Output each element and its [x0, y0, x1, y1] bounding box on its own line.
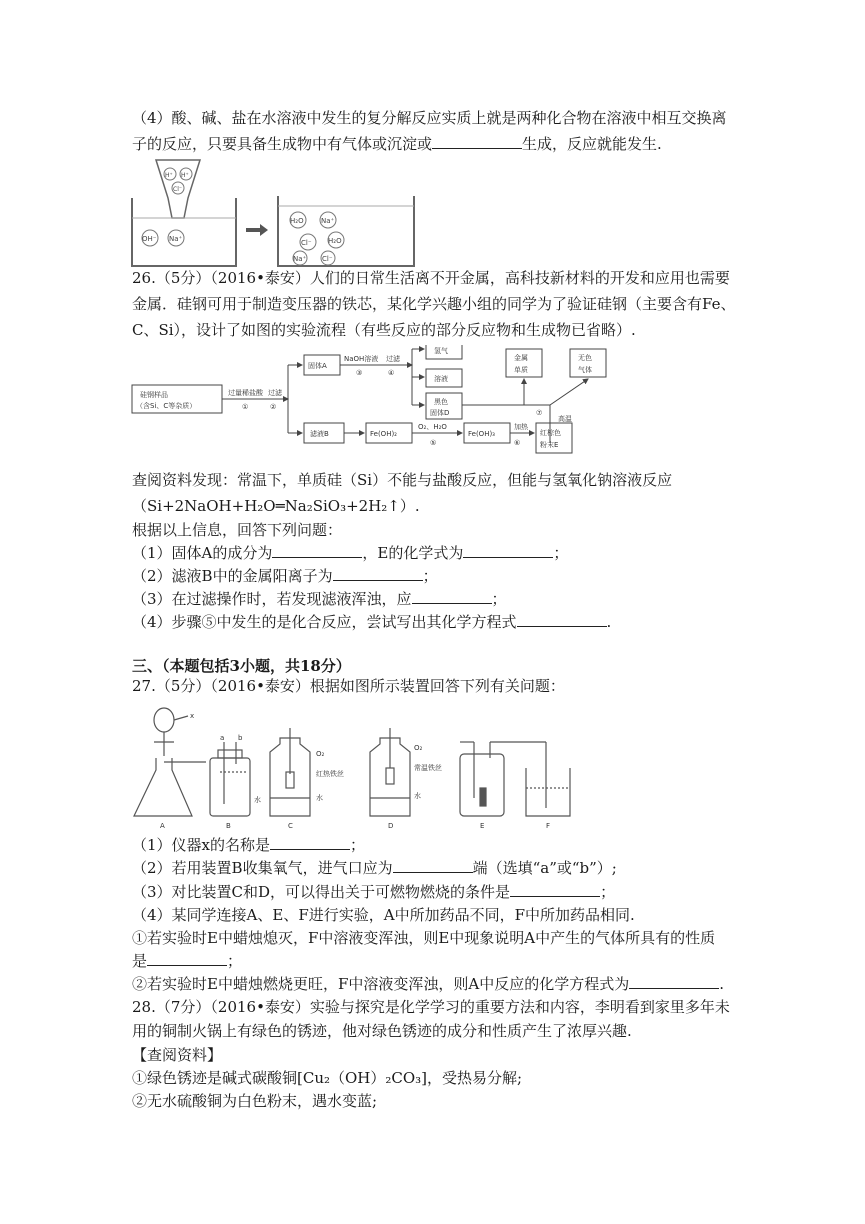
- q27-sub2: [132, 974, 724, 994]
- apparatus-label: D: [388, 822, 394, 830]
- q26-part1-text-c: ；: [553, 544, 569, 562]
- flow-label: ①: [242, 403, 249, 411]
- q27-part2-text-a: （2）若用装置B收集氧气，进气口应为: [132, 859, 393, 877]
- apparatus-label: b: [238, 734, 243, 742]
- q26-part4-text-b: .: [606, 613, 612, 631]
- lab-apparatus-figure: [130, 698, 600, 833]
- answer-blank[interactable]: [629, 974, 719, 989]
- silicon-steel-flowchart: [130, 345, 730, 470]
- apparatus-label: a: [220, 734, 225, 742]
- answer-blank[interactable]: [432, 134, 522, 149]
- flow-label: 红棕色: [540, 429, 561, 437]
- flow-label: 粉末E: [540, 441, 559, 449]
- flow-label: ②: [270, 403, 277, 411]
- flow-label: 固体D: [430, 409, 450, 417]
- q26-part3: [132, 589, 507, 609]
- apparatus-label: 水: [316, 794, 323, 802]
- answer-blank[interactable]: [393, 858, 473, 873]
- q27-sub2-text-a: ②若实验时E中蜡烛燃烧更旺，F中溶液变浑浊，则A中反应的化学方程式为: [132, 975, 630, 993]
- q26-info-line3: 根据以上信息，回答下列问题：: [132, 521, 343, 539]
- ion-label: Na⁺: [293, 255, 307, 263]
- flow-label: 溶液: [434, 375, 448, 383]
- q26-intro-line2: 金属．硅钢可用于制造变压器的铁芯，某化学兴趣小组的同学为了验证硅钢（主要含有Fe、: [132, 295, 736, 313]
- q26-intro-line1: 26.（5分）（2016•泰安）人们的日常生活离不开金属，高科技新材料的开发和应用也需要: [132, 269, 730, 287]
- gas-bottle-b: [210, 758, 250, 816]
- answer-blank[interactable]: [270, 835, 350, 850]
- ion-label: OH⁻: [142, 235, 157, 243]
- ion-label: Na⁺: [321, 217, 335, 225]
- ion-label: Cl⁻: [173, 186, 183, 193]
- ion-label: H⁺: [165, 172, 173, 179]
- q26-part3-text-b: ；: [491, 590, 507, 608]
- apparatus-label: F: [546, 822, 551, 830]
- q25-part4-line1: （4）酸、碱、盐在水溶液中发生的复分解反应实质上就是两种化合物在溶液中相互交换离: [132, 109, 727, 127]
- q27-sub1-text-b: 是: [132, 952, 148, 970]
- flow-label: Fe(OH)₃: [468, 430, 495, 438]
- flow-label: NaOH溶液: [344, 355, 379, 363]
- apparatus-label: 水: [254, 796, 261, 804]
- q26-part3-text-a: （3）在过滤操作时，若发现滤液浑浊，应: [132, 590, 412, 608]
- apparatus-label: 水: [414, 792, 421, 800]
- apparatus-label: O₂: [316, 750, 325, 758]
- funnel-bulb: [154, 708, 174, 732]
- apparatus-label: B: [226, 822, 231, 830]
- q27-part2: [132, 858, 617, 878]
- q25-text-before: 子的反应，只要具备生成物中有气体或沉淀或: [132, 135, 433, 153]
- beaker-f: [526, 768, 570, 816]
- apparatus-label: A: [160, 822, 165, 830]
- answer-blank[interactable]: [147, 951, 227, 966]
- flow-label: 过滤: [268, 389, 282, 397]
- q27-part1: [132, 835, 365, 855]
- q27-part2-text-b: 端（选填“a”或“b”）;: [472, 859, 617, 877]
- q27-part1-text-b: ；: [350, 836, 366, 854]
- answer-blank[interactable]: [412, 589, 492, 604]
- section-heading: 三、（本题包括3小题，共18分）: [132, 657, 351, 675]
- q26-part1-text-a: （1）固体A的成分为: [132, 544, 273, 562]
- apparatus-label: 红热铁丝: [316, 770, 344, 778]
- flow-label: ⑦: [536, 409, 543, 417]
- apparatus-label: C: [288, 822, 293, 830]
- apparatus-label: E: [480, 822, 485, 830]
- flow-label: O₂、H₂O: [418, 423, 447, 431]
- flow-label: 过量稀盐酸: [228, 389, 263, 397]
- flow-label: 硅钢样品: [140, 391, 168, 399]
- flow-label: ③: [356, 369, 363, 377]
- q27-part4: （4）某同学连接A、E、F进行实验，A中所加药品不同，F中所加药品相同.: [132, 906, 635, 924]
- apparatus-label: 常温铁丝: [414, 764, 442, 772]
- q27-sub1-line2: [132, 951, 242, 971]
- ion-label: Cl⁻: [301, 239, 312, 247]
- q28-ref-title: 【查阅资料】: [132, 1046, 223, 1064]
- answer-blank[interactable]: [510, 882, 600, 897]
- q26-part1-text-b: ，E的化学式为: [362, 544, 464, 562]
- q27-intro: 27.（5分）（2016•泰安）根据如图所示装置回答下列有关问题：: [132, 677, 565, 695]
- q27-part3-text-b: ；: [600, 883, 616, 901]
- ion-label: H⁺: [181, 172, 189, 179]
- ion-reaction-figure: [128, 158, 418, 273]
- flow-label: 滤液B: [310, 430, 329, 438]
- q28-intro-line1: 28.（7分）（2016•泰安）实验与探究是化学学习的重要方法和内容，李明看到家里多年未: [132, 998, 730, 1016]
- arrow-icon: [246, 224, 268, 236]
- answer-blank[interactable]: [333, 566, 423, 581]
- answer-blank[interactable]: [463, 543, 553, 558]
- q27-part3-text-a: （3）对比装置C和D，可以得出关于可燃物燃烧的条件是: [132, 883, 511, 901]
- flow-label: 气体: [578, 366, 592, 374]
- q26-part2-text-a: （2）滤液B中的金属阳离子为: [132, 567, 333, 585]
- q28-ref-item2: ②无水硫酸铜为白色粉末，遇水变蓝;: [132, 1092, 378, 1110]
- flow-label: 单质: [514, 366, 528, 374]
- q25-part4-line2: [132, 134, 662, 154]
- ion-label: Cl⁻: [322, 255, 333, 263]
- q28-intro-line2: 用的铜制火锅上有绿色的锈迹，他对绿色锈迹的成分和性质产生了浓厚兴趣.: [132, 1022, 632, 1040]
- left-beaker: [132, 198, 236, 266]
- answer-blank[interactable]: [517, 612, 607, 627]
- q27-part1-text-a: （1）仪器x的名称是: [132, 836, 271, 854]
- answer-blank[interactable]: [272, 543, 362, 558]
- q27-sub1-text-c: ；: [227, 952, 243, 970]
- conical-flask: [134, 758, 192, 816]
- flow-label: 固体A: [308, 362, 327, 370]
- bottle-e: [460, 754, 504, 816]
- apparatus-label: x: [190, 712, 195, 720]
- q27-sub1-line1: ①若实验时E中蜡烛熄灭，F中溶液变浑浊，则E中现象说明A中产生的气体所具有的性质: [132, 929, 716, 947]
- q26-info-line2: （Si+2NaOH+H₂O═Na₂SiO₃+2H₂↑）.: [132, 497, 420, 515]
- q26-part2: [132, 566, 438, 586]
- q26-part1: [132, 543, 568, 563]
- flow-label: ⑥: [514, 439, 521, 447]
- flow-label: 黑色: [434, 398, 448, 406]
- flow-label: 加热: [514, 423, 528, 431]
- flow-label: ⑤: [430, 439, 437, 447]
- flow-label: （含Si、C等杂质）: [136, 402, 197, 410]
- q26-info-line1: 查阅资料发现：常温下，单质硅（Si）不能与盐酸反应，但能与氢氧化钠溶液反应: [132, 471, 673, 489]
- q28-ref-item1: ①绿色锈迹是碱式碳酸铜[Cu₂（OH）₂CO₃]，受热易分解;: [132, 1069, 523, 1087]
- flow-label: Fe(OH)₂: [370, 430, 397, 438]
- q26-part4: [132, 612, 611, 632]
- ion-label: H₂O: [290, 217, 304, 225]
- flow-label: 高温: [558, 415, 572, 423]
- ion-label: H₂O: [328, 237, 342, 245]
- ion-label: Na⁺: [169, 235, 183, 243]
- q26-part2-text-b: ；: [422, 567, 438, 585]
- q27-part3: [132, 882, 615, 902]
- q27-sub2-text-b: .: [719, 975, 724, 993]
- flow-label: 过滤: [386, 355, 400, 363]
- flow-label: 氢气: [434, 347, 448, 355]
- apparatus-label: O₂: [414, 744, 423, 752]
- flow-label: 无色: [578, 354, 592, 362]
- flow-label: ④: [388, 369, 395, 377]
- q26-intro-line3: C、Si），设计了如图的实验流程（有些反应的部分反应物和生成物已省略）.: [132, 321, 636, 339]
- q26-part4-text-a: （4）步骤⑤中发生的是化合反应，尝试写出其化学方程式: [132, 613, 517, 631]
- q25-text-after: 生成，反应就能发生.: [522, 135, 662, 153]
- flow-label: 金属: [514, 354, 528, 362]
